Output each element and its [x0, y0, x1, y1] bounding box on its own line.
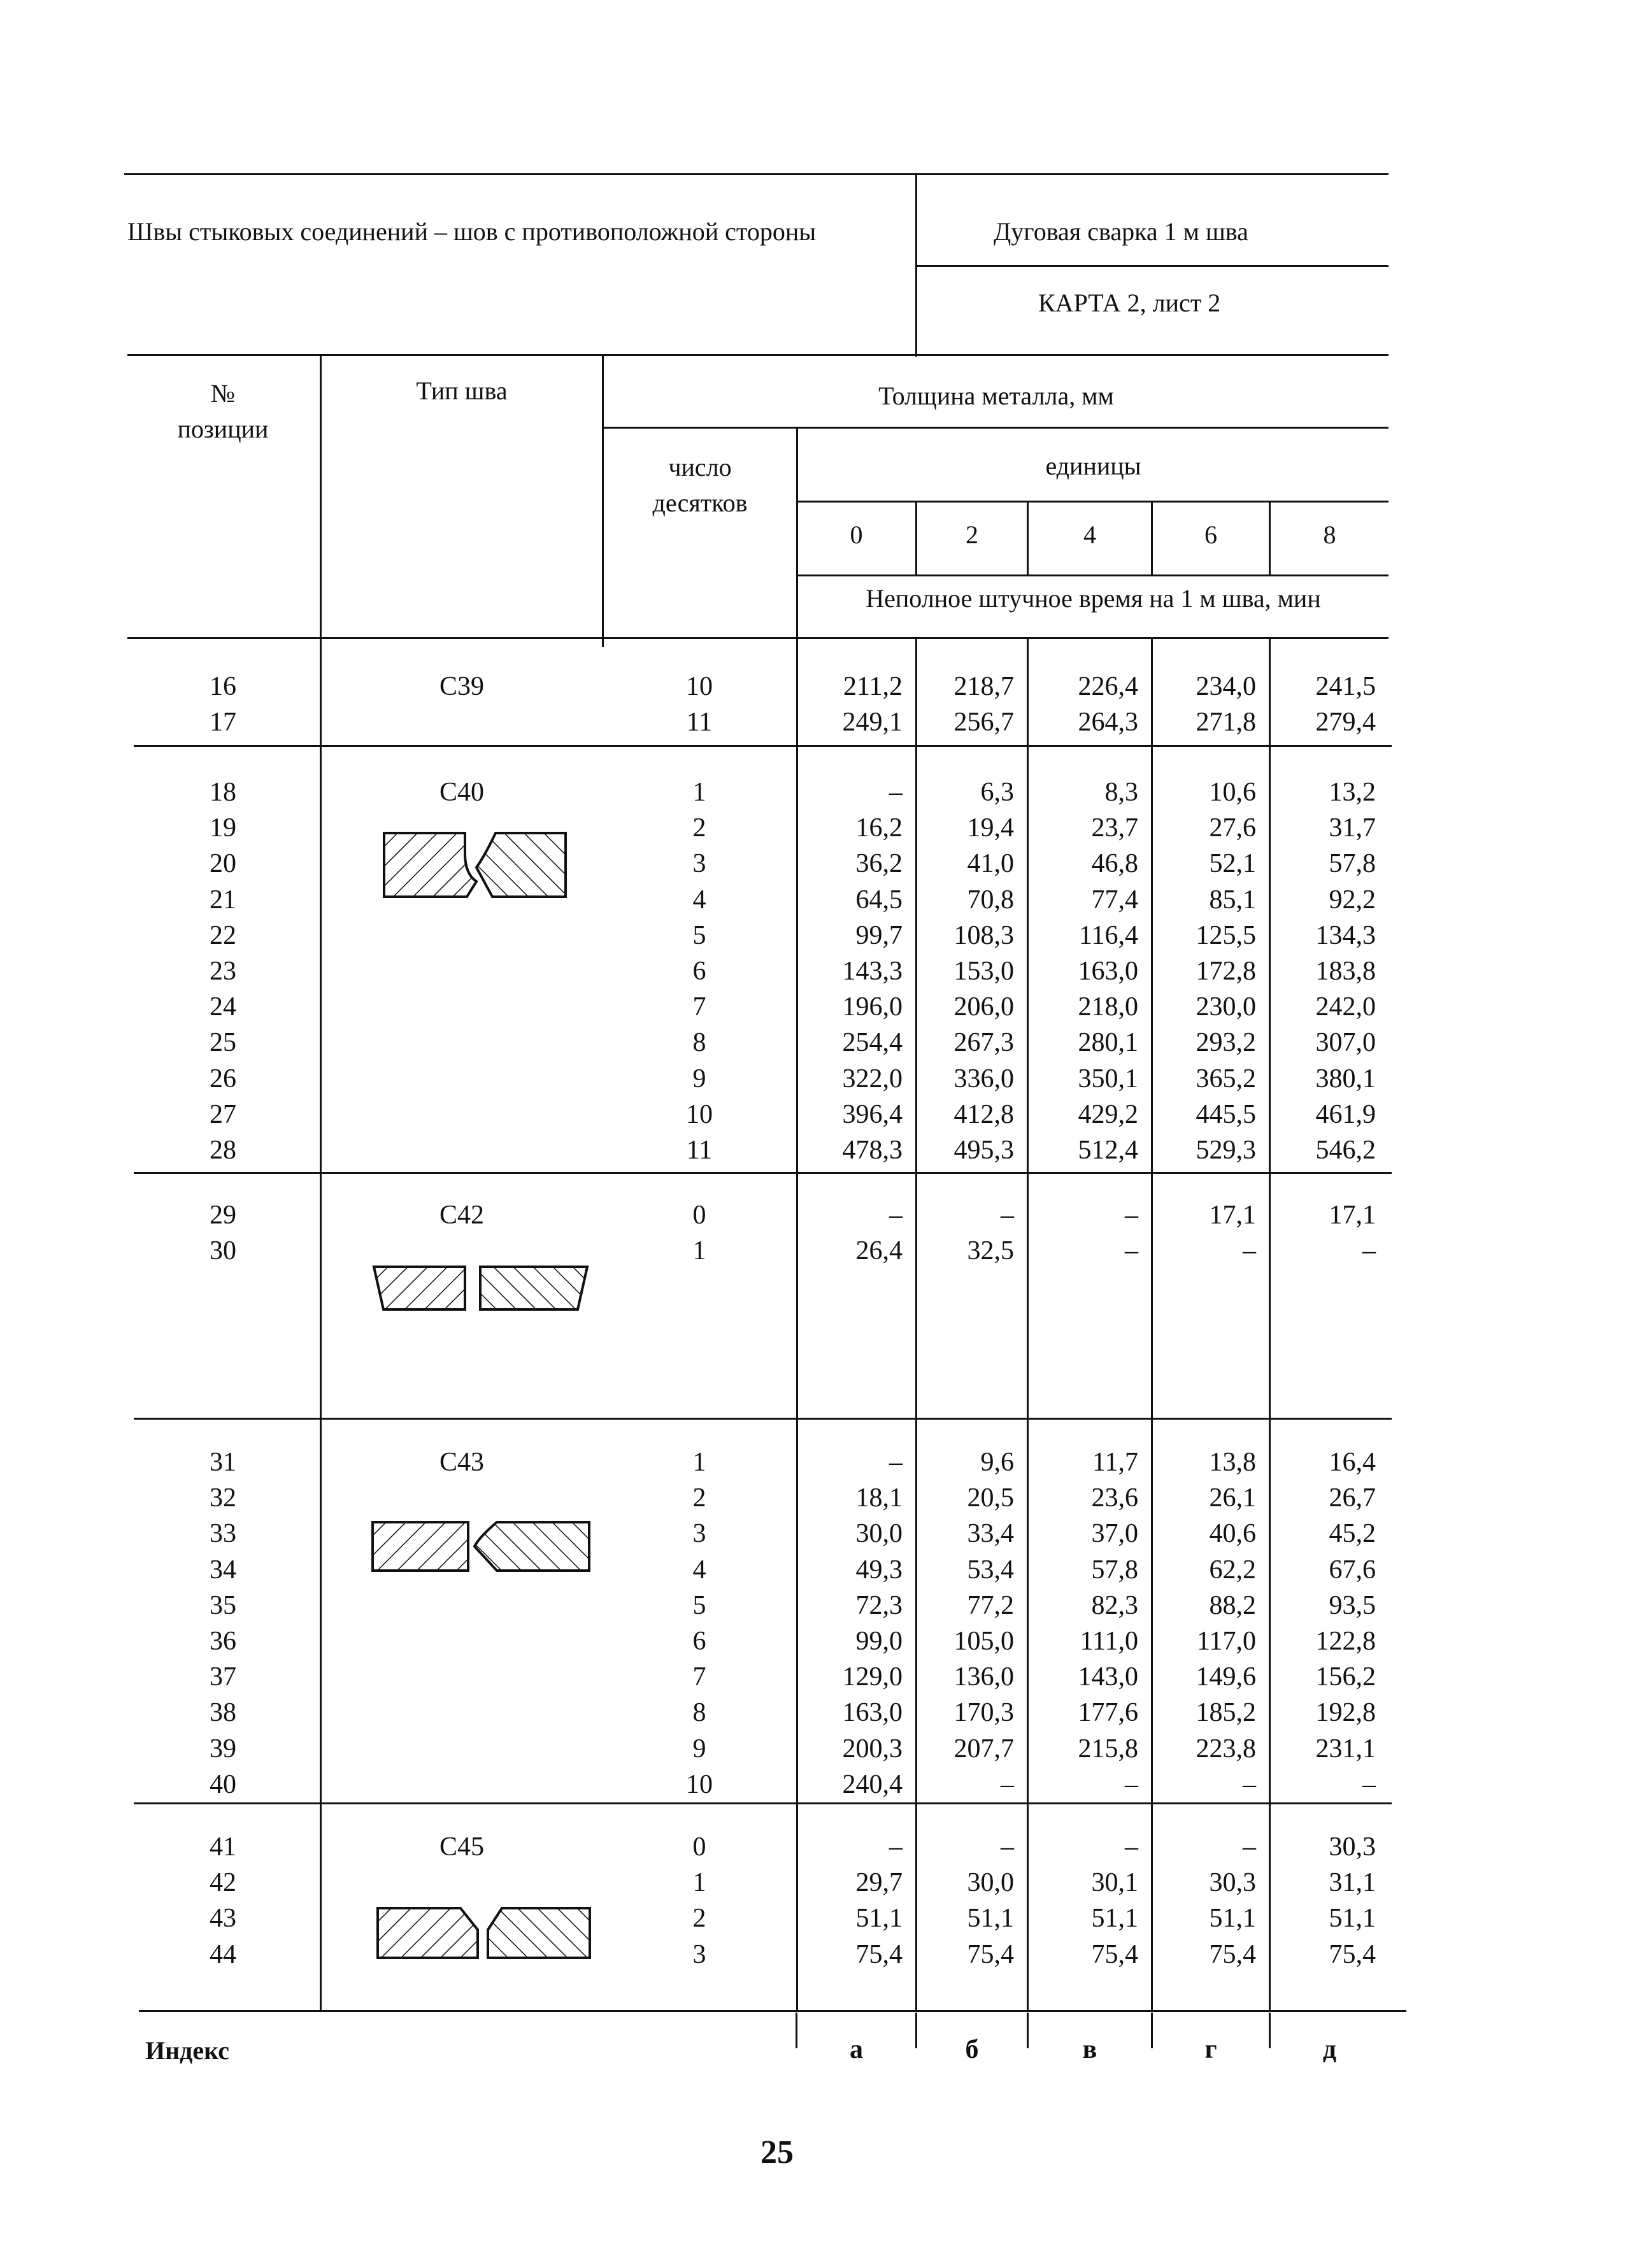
unit-value-header: 0: [850, 520, 863, 549]
header-bottom-rule: [127, 637, 1389, 639]
time-value: 111,0: [1080, 1627, 1138, 1656]
time-value: 75,4: [967, 1939, 1014, 1969]
seam-type-label: С39: [439, 672, 484, 701]
time-value: 77,2: [967, 1590, 1014, 1620]
position-number: 32: [210, 1483, 236, 1513]
time-value: 207,7: [953, 1734, 1014, 1764]
unit-value-header: 8: [1323, 520, 1336, 549]
units-rule: [796, 501, 1389, 503]
time-value: –: [1243, 1832, 1256, 1862]
time-value: 218,0: [1078, 992, 1138, 1022]
tens-value: 2: [692, 1483, 706, 1513]
tens-value: 5: [692, 1590, 706, 1620]
time-value: 41,0: [967, 849, 1014, 879]
position-number: 43: [210, 1904, 236, 1934]
tens-value: 8: [692, 1028, 706, 1058]
time-value: 163,0: [842, 1698, 903, 1728]
time-value: 218,7: [953, 672, 1014, 701]
time-value: 234,0: [1196, 672, 1256, 701]
time-value: 23,6: [1091, 1483, 1138, 1513]
index-label: Индекс: [145, 2036, 229, 2065]
unit-col-rule: [1269, 501, 1271, 574]
time-value: –: [1243, 1236, 1256, 1266]
seam-type-label: С45: [439, 1832, 484, 1862]
header-units: единицы: [1045, 452, 1141, 480]
time-value: 75,4: [855, 1939, 903, 1969]
time-value: –: [889, 1448, 903, 1477]
time-value: 249,1: [842, 708, 903, 738]
tens-value: 1: [692, 1868, 706, 1898]
group-rule: [134, 1172, 1392, 1174]
seam-c40-icon: [381, 829, 578, 901]
tens-value: 11: [686, 1136, 713, 1165]
tens-value: 10: [686, 1099, 713, 1129]
time-value: 26,7: [1329, 1483, 1376, 1513]
tens-value: 0: [692, 1201, 706, 1230]
time-value: 29,7: [855, 1868, 903, 1898]
time-value: 53,4: [967, 1555, 1014, 1585]
time-value: 365,2: [1196, 1064, 1256, 1094]
time-value: 163,0: [1078, 957, 1138, 986]
tens-value: 0: [692, 1832, 706, 1862]
time-value: 380,1: [1315, 1064, 1376, 1094]
time-value: –: [1125, 1236, 1138, 1266]
time-value: 192,8: [1315, 1698, 1376, 1728]
time-value: 51,1: [967, 1904, 1014, 1934]
position-number: 38: [210, 1698, 236, 1728]
time-value: 75,4: [1209, 1939, 1256, 1969]
time-value: 32,5: [967, 1236, 1014, 1266]
time-value: 429,2: [1078, 1099, 1138, 1129]
tens-value: 4: [692, 1555, 706, 1585]
time-value: 46,8: [1091, 849, 1138, 879]
time-value: 200,3: [842, 1734, 903, 1764]
unit-col-rule: [1151, 501, 1153, 574]
time-value: 99,0: [855, 1627, 903, 1656]
tens-value: 9: [692, 1064, 706, 1094]
tens-value: 5: [692, 920, 706, 950]
time-value: 478,3: [842, 1136, 903, 1165]
position-number: 35: [210, 1590, 236, 1620]
time-value: 36,2: [855, 849, 903, 879]
time-value: 307,0: [1315, 1028, 1376, 1058]
time-value: 153,0: [953, 957, 1014, 986]
time-value: –: [1362, 1236, 1376, 1266]
unit-values-rule: [796, 574, 1389, 576]
time-value: 223,8: [1196, 1734, 1256, 1764]
tens-value: 7: [692, 992, 706, 1022]
position-number: 40: [210, 1769, 236, 1799]
position-number: 26: [210, 1064, 236, 1094]
index-letter: д: [1322, 2035, 1337, 2064]
time-value: 9,6: [980, 1448, 1014, 1477]
tens-value: 11: [686, 708, 713, 738]
time-value: 67,6: [1329, 1555, 1376, 1585]
time-value: 322,0: [842, 1064, 903, 1094]
position-number: 36: [210, 1627, 236, 1656]
time-value: 512,4: [1078, 1136, 1138, 1165]
time-value: 529,3: [1196, 1136, 1256, 1165]
time-value: 170,3: [953, 1698, 1014, 1728]
time-value: 51,1: [1329, 1904, 1376, 1934]
group-rule: [134, 745, 1392, 747]
time-value: 293,2: [1196, 1028, 1256, 1058]
table-top-rule: [127, 354, 1389, 356]
time-value: 445,5: [1196, 1099, 1256, 1129]
time-value: 280,1: [1078, 1028, 1138, 1058]
position-number: 31: [210, 1448, 236, 1477]
time-value: 116,4: [1079, 920, 1138, 950]
page-number: 25: [760, 2134, 794, 2171]
time-value: 143,0: [1078, 1662, 1138, 1692]
time-value: 6,3: [980, 778, 1014, 807]
time-value: 122,8: [1315, 1627, 1376, 1656]
time-value: 108,3: [953, 920, 1014, 950]
header-time: Неполное штучное время на 1 м шва, мин: [866, 584, 1321, 613]
tens-value: 1: [692, 1236, 706, 1266]
time-value: 40,6: [1209, 1519, 1256, 1549]
time-value: –: [889, 778, 903, 807]
time-value: 495,3: [953, 1136, 1014, 1165]
time-value: 125,5: [1196, 920, 1256, 950]
time-value: 196,0: [842, 992, 903, 1022]
time-value: 230,0: [1196, 992, 1256, 1022]
time-value: 57,8: [1091, 1555, 1138, 1585]
time-value: 149,6: [1196, 1662, 1256, 1692]
time-value: 37,0: [1091, 1519, 1138, 1549]
position-number: 19: [210, 813, 236, 843]
time-value: 70,8: [967, 885, 1014, 915]
time-value: 350,1: [1078, 1064, 1138, 1094]
time-value: –: [889, 1832, 903, 1862]
time-value: 26,1: [1209, 1483, 1256, 1513]
time-value: 396,4: [842, 1099, 903, 1129]
process-title: Дуговая сварка 1 м шва: [994, 217, 1248, 246]
time-value: 92,2: [1329, 885, 1376, 915]
tens-value: 7: [692, 1662, 706, 1692]
position-number: 25: [210, 1028, 236, 1058]
tens-value: 2: [692, 813, 706, 843]
index-top-rule: [139, 2010, 1406, 2012]
col-rule-type-body: [320, 637, 322, 2010]
index-col-rule: [915, 2013, 917, 2048]
time-value: 546,2: [1315, 1136, 1376, 1165]
time-value: 85,1: [1209, 885, 1256, 915]
group-rule: [134, 1418, 1392, 1420]
unit-value-header: 6: [1204, 520, 1217, 549]
position-number: 24: [210, 992, 236, 1022]
position-number: 21: [210, 885, 236, 915]
time-value: 256,7: [953, 708, 1014, 738]
time-value: 254,4: [842, 1028, 903, 1058]
time-value: 62,2: [1209, 1555, 1256, 1585]
tens-value: 3: [692, 849, 706, 879]
time-value: 177,6: [1078, 1698, 1138, 1728]
time-value: 16,2: [855, 813, 903, 843]
header-top-rule: [124, 173, 1389, 175]
document-title: Швы стыковых соединений – шов с противоположной стороны: [127, 217, 817, 246]
time-value: 31,1: [1329, 1868, 1376, 1898]
time-value: 26,4: [855, 1236, 903, 1266]
tens-value: 2: [692, 1904, 706, 1934]
time-value: 30,0: [855, 1519, 903, 1549]
time-value: –: [889, 1201, 903, 1230]
tens-value: 8: [692, 1698, 706, 1728]
tens-value: 6: [692, 1627, 706, 1656]
unit-col-rule: [1027, 501, 1029, 574]
time-value: –: [1125, 1832, 1138, 1862]
time-value: 75,4: [1091, 1939, 1138, 1969]
header-right-rule: [915, 265, 1389, 267]
time-value: 93,5: [1329, 1590, 1376, 1620]
time-value: –: [1125, 1769, 1138, 1799]
time-value: 52,1: [1209, 849, 1256, 879]
time-value: 51,1: [1091, 1904, 1138, 1934]
position-number: 27: [210, 1099, 236, 1129]
index-col-rule: [1027, 2013, 1029, 2048]
unit-value-header: 2: [966, 520, 978, 549]
time-value: –: [1001, 1832, 1014, 1862]
unit-value-header: 4: [1083, 520, 1096, 549]
position-number: 39: [210, 1734, 236, 1764]
thickness-rule: [602, 427, 1389, 429]
time-value: 267,3: [953, 1028, 1014, 1058]
index-letter: в: [1082, 2035, 1097, 2064]
time-value: 30,3: [1209, 1868, 1256, 1898]
time-value: 33,4: [967, 1519, 1014, 1549]
position-number: 33: [210, 1519, 236, 1549]
time-value: 49,3: [855, 1555, 903, 1585]
time-value: 30,3: [1329, 1832, 1376, 1862]
position-number: 42: [210, 1868, 236, 1898]
header-thickness: Толщина металла, мм: [878, 382, 1114, 410]
time-value: 77,4: [1091, 885, 1138, 915]
time-value: 11,7: [1092, 1448, 1138, 1477]
time-value: 18,1: [855, 1483, 903, 1513]
time-value: 241,5: [1315, 672, 1376, 701]
header-seam-type: Тип шва: [416, 376, 508, 405]
time-value: –: [1362, 1769, 1376, 1799]
position-number: 20: [210, 849, 236, 879]
tens-value: 3: [692, 1939, 706, 1969]
time-value: 72,3: [855, 1590, 903, 1620]
group-rule: [134, 1802, 1392, 1804]
time-value: 64,5: [855, 885, 903, 915]
card-label: КАРТА 2, лист 2: [1038, 289, 1221, 317]
time-value: 99,7: [855, 920, 903, 950]
time-value: 45,2: [1329, 1519, 1376, 1549]
time-value: 17,1: [1209, 1201, 1256, 1230]
time-value: 211,2: [843, 672, 903, 701]
index-letter: б: [965, 2035, 979, 2064]
time-value: 242,0: [1315, 992, 1376, 1022]
tens-value: 1: [692, 778, 706, 807]
tens-value: 6: [692, 957, 706, 986]
tens-value: 3: [692, 1519, 706, 1549]
time-value: 31,7: [1329, 813, 1376, 843]
position-number: 44: [210, 1939, 236, 1969]
seam-c45-icon: [375, 1904, 595, 1963]
time-value: 279,4: [1315, 708, 1376, 738]
header-position: № позиции: [177, 379, 269, 443]
time-value: –: [1001, 1769, 1014, 1799]
index-col-rule: [1151, 2013, 1153, 2048]
index-col-rule: [1269, 2013, 1271, 2048]
time-value: 105,0: [953, 1627, 1014, 1656]
time-value: 20,5: [967, 1483, 1014, 1513]
position-number: 23: [210, 957, 236, 986]
time-value: 117,0: [1197, 1627, 1256, 1656]
time-value: 461,9: [1315, 1099, 1376, 1129]
position-number: 29: [210, 1201, 236, 1230]
seam-type-label: С43: [439, 1448, 484, 1477]
tens-value: 9: [692, 1734, 706, 1764]
time-value: 136,0: [953, 1662, 1014, 1692]
time-value: 183,8: [1315, 957, 1376, 986]
time-value: –: [1001, 1201, 1014, 1230]
time-value: 129,0: [842, 1662, 903, 1692]
tens-value: 4: [692, 885, 706, 915]
time-value: 27,6: [1209, 813, 1256, 843]
position-number: 28: [210, 1136, 236, 1165]
time-value: 271,8: [1196, 708, 1256, 738]
seam-type-label: С40: [439, 778, 484, 807]
index-col-rule: [796, 2013, 797, 2048]
index-letter: а: [850, 2035, 863, 2064]
seam-c42-icon: [371, 1264, 594, 1315]
time-value: –: [1125, 1201, 1138, 1230]
time-value: 264,3: [1078, 708, 1138, 738]
time-value: 19,4: [967, 813, 1014, 843]
time-value: 206,0: [953, 992, 1014, 1022]
time-value: 13,2: [1329, 778, 1376, 807]
time-value: 134,3: [1315, 920, 1376, 950]
tens-value: 1: [692, 1448, 706, 1477]
time-value: 82,3: [1091, 1590, 1138, 1620]
time-value: 10,6: [1209, 778, 1256, 807]
time-value: 75,4: [1329, 1939, 1376, 1969]
time-value: 336,0: [953, 1064, 1014, 1094]
time-value: 156,2: [1315, 1662, 1376, 1692]
time-value: 88,2: [1209, 1590, 1256, 1620]
position-number: 30: [210, 1236, 236, 1266]
position-number: 34: [210, 1555, 236, 1585]
unit-col-rule: [915, 501, 917, 574]
time-value: 412,8: [953, 1099, 1014, 1129]
time-value: 57,8: [1329, 849, 1376, 879]
time-value: –: [1243, 1769, 1256, 1799]
time-value: 23,7: [1091, 813, 1138, 843]
time-value: 51,1: [1209, 1904, 1256, 1934]
time-value: 8,3: [1104, 778, 1138, 807]
index-letter: г: [1204, 2035, 1217, 2064]
tens-value: 10: [686, 672, 713, 701]
time-value: 226,4: [1078, 672, 1138, 701]
seam-c43-icon: [369, 1518, 594, 1574]
time-value: 215,8: [1078, 1734, 1138, 1764]
time-value: 17,1: [1329, 1201, 1376, 1230]
position-number: 41: [210, 1832, 236, 1862]
seam-type-label: С42: [439, 1201, 484, 1230]
time-value: 231,1: [1315, 1734, 1376, 1764]
time-value: 143,3: [842, 957, 903, 986]
position-number: 22: [210, 920, 236, 950]
time-value: 16,4: [1329, 1448, 1376, 1477]
position-number: 17: [210, 708, 236, 738]
position-number: 18: [210, 778, 236, 807]
time-value: 185,2: [1196, 1698, 1256, 1728]
time-value: 51,1: [855, 1904, 903, 1934]
tens-value: 10: [686, 1769, 713, 1799]
time-value: 13,8: [1209, 1448, 1256, 1477]
time-value: 30,0: [967, 1868, 1014, 1898]
position-number: 37: [210, 1662, 236, 1692]
time-value: 30,1: [1091, 1868, 1138, 1898]
time-value: 240,4: [842, 1769, 903, 1799]
time-value: 172,8: [1196, 957, 1256, 986]
position-number: 16: [210, 672, 236, 701]
header-tens: число десятков: [652, 453, 748, 517]
